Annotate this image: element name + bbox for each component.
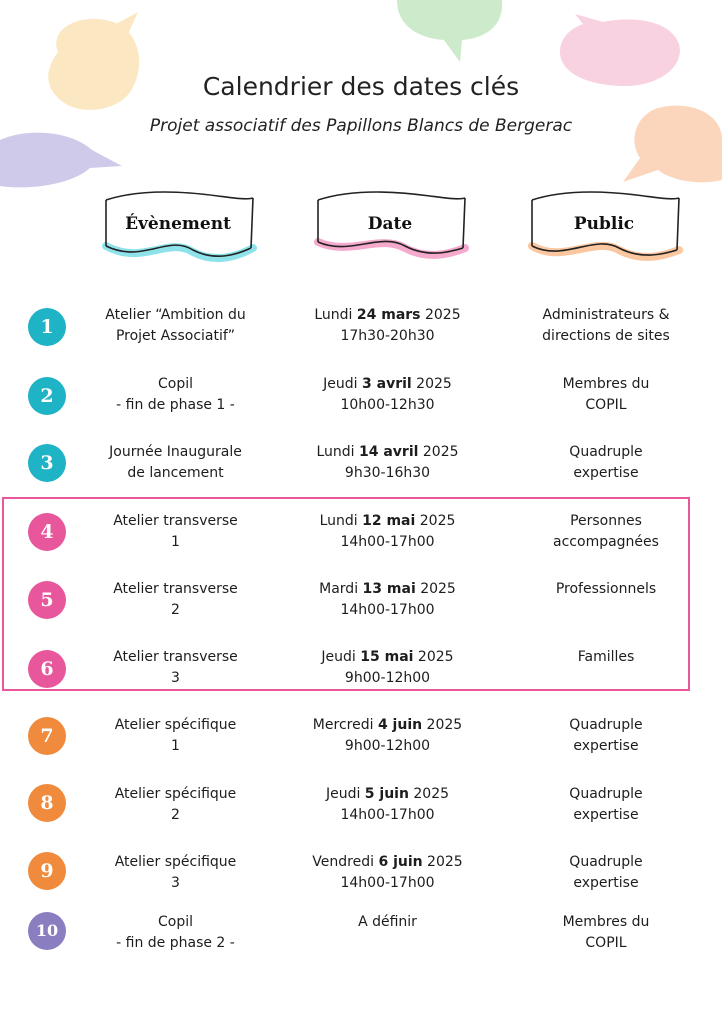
public-cell	[515, 374, 697, 416]
public-cell	[515, 442, 697, 484]
column-header-date-label: Date	[367, 214, 413, 234]
column-header-date	[310, 186, 470, 272]
table-row	[0, 715, 722, 775]
event-line-1: Journée Inaugurale	[109, 444, 242, 460]
public-cell	[515, 647, 697, 668]
time-line: 10h00-12h30	[340, 397, 435, 413]
event-line-1: Atelier spécifique	[114, 786, 237, 802]
time-line: 9h00-12h00	[344, 738, 431, 754]
column-header-public	[524, 186, 684, 272]
step-number-badge: 8	[28, 784, 66, 822]
public-cell	[515, 305, 697, 347]
date-cell	[290, 912, 485, 933]
public-line-2: expertise	[573, 807, 639, 823]
public-cell	[515, 511, 697, 553]
event-cell	[88, 511, 263, 553]
decor-bubble-orange	[618, 100, 722, 185]
column-header-event	[98, 186, 258, 272]
public-line-1: Quadruple	[569, 717, 643, 733]
public-line-1: Personnes	[570, 513, 642, 529]
event-cell	[88, 374, 263, 416]
event-line-1: Copil	[157, 376, 193, 392]
step-number-badge: 3	[28, 444, 66, 482]
table-row	[0, 647, 722, 707]
time-line: 9h30-16h30	[344, 465, 431, 481]
decor-bubble-green	[392, 0, 507, 65]
public-cell	[515, 784, 697, 826]
column-header-public-label: Public	[573, 214, 635, 234]
date-cell	[290, 305, 485, 347]
date-line: Vendredi 6 juin 2025	[312, 854, 463, 870]
decor-bubble-yellow	[38, 12, 148, 117]
date-line: Lundi 14 avril 2025	[316, 444, 459, 460]
date-line: Lundi 12 mai 2025	[319, 513, 456, 529]
public-line-1: Membres du	[562, 914, 650, 930]
public-line-2: expertise	[573, 465, 639, 481]
date-line: Jeudi 15 mai 2025	[321, 649, 454, 665]
public-cell	[515, 715, 697, 757]
date-cell	[290, 647, 485, 689]
event-line-2: de lancement	[127, 465, 224, 481]
table-row	[0, 305, 722, 365]
date-cell	[290, 511, 485, 553]
event-cell	[88, 784, 263, 826]
table-row	[0, 784, 722, 844]
date-cell	[290, 374, 485, 416]
date-line: Jeudi 3 avril 2025	[323, 376, 452, 392]
public-cell	[515, 852, 697, 894]
step-number-badge: 10	[28, 912, 66, 950]
date-line: A définir	[358, 914, 417, 930]
page-subtitle: Projet associatif des Papillons Blancs de Bergerac	[149, 116, 573, 136]
column-header-event-label: Évènement	[125, 214, 231, 234]
table-row	[0, 442, 722, 502]
table-row	[0, 912, 722, 972]
event-line-2: 3	[171, 670, 180, 686]
date-line: Mercredi 4 juin 2025	[312, 717, 463, 733]
date-line: Lundi 24 mars 2025	[314, 307, 461, 323]
date-cell	[290, 579, 485, 621]
event-line-2: 3	[171, 875, 180, 891]
event-line-1: Atelier transverse	[113, 513, 238, 529]
public-line-2: expertise	[573, 875, 639, 891]
table-row	[0, 374, 722, 434]
public-cell	[515, 912, 697, 954]
event-cell	[88, 579, 263, 621]
public-line-1: Administrateurs &	[542, 307, 670, 323]
event-cell	[88, 647, 263, 689]
event-cell	[88, 912, 263, 954]
date-cell	[290, 442, 485, 484]
event-cell	[88, 715, 263, 757]
date-line: Mardi 13 mai 2025	[319, 581, 456, 597]
public-line-1: Quadruple	[569, 444, 643, 460]
event-line-2: - fin de phase 1 -	[116, 397, 235, 413]
public-line-2: expertise	[573, 738, 639, 754]
step-number-badge: 6	[28, 650, 66, 688]
time-line: 14h00-17h00	[340, 807, 435, 823]
public-cell	[515, 579, 697, 600]
public-line-2: COPIL	[585, 397, 627, 413]
event-cell	[88, 442, 263, 484]
public-line-2: COPIL	[585, 935, 627, 951]
public-line-1: Professionnels	[555, 581, 657, 597]
table-row	[0, 579, 722, 639]
event-cell	[88, 305, 263, 347]
date-line: Jeudi 5 juin 2025	[325, 786, 450, 802]
time-line: 9h00-12h00	[344, 670, 431, 686]
step-number-badge: 2	[28, 377, 66, 415]
step-number-badge: 1	[28, 308, 66, 346]
date-cell	[290, 715, 485, 757]
decor-bubble-purple	[0, 128, 125, 190]
event-line-1: Atelier transverse	[113, 581, 238, 597]
public-line-1: Membres du	[562, 376, 650, 392]
event-line-2: Projet Associatif”	[115, 328, 236, 344]
time-line: 14h00-17h00	[340, 534, 435, 550]
event-line-1: Atelier spécifique	[114, 717, 237, 733]
date-cell	[290, 852, 485, 894]
public-line-2: accompagnées	[553, 534, 659, 550]
event-line-2: - fin de phase 2 -	[116, 935, 235, 951]
event-line-2: 1	[171, 534, 180, 550]
event-line-2: 2	[171, 807, 180, 823]
time-line: 14h00-17h00	[340, 875, 435, 891]
public-line-2: directions de sites	[542, 328, 670, 344]
step-number-badge: 9	[28, 852, 66, 890]
public-line-1: Quadruple	[569, 786, 643, 802]
event-line-1: Copil	[157, 914, 193, 930]
public-line-1: Quadruple	[569, 854, 643, 870]
table-row	[0, 511, 722, 571]
page-title: Calendrier des dates clés	[202, 72, 520, 101]
step-number-badge: 7	[28, 717, 66, 755]
time-line: 17h30-20h30	[340, 328, 435, 344]
step-number-badge: 5	[28, 581, 66, 619]
event-line-1: Atelier spécifique	[114, 854, 237, 870]
event-line-1: Atelier transverse	[113, 649, 238, 665]
date-cell	[290, 784, 485, 826]
event-line-1: Atelier “Ambition du	[105, 307, 246, 323]
step-number-badge: 4	[28, 513, 66, 551]
event-line-2: 2	[171, 602, 180, 618]
event-cell	[88, 852, 263, 894]
public-line-1: Familles	[577, 649, 635, 665]
event-line-2: 1	[171, 738, 180, 754]
time-line: 14h00-17h00	[340, 602, 435, 618]
table-row	[0, 852, 722, 912]
